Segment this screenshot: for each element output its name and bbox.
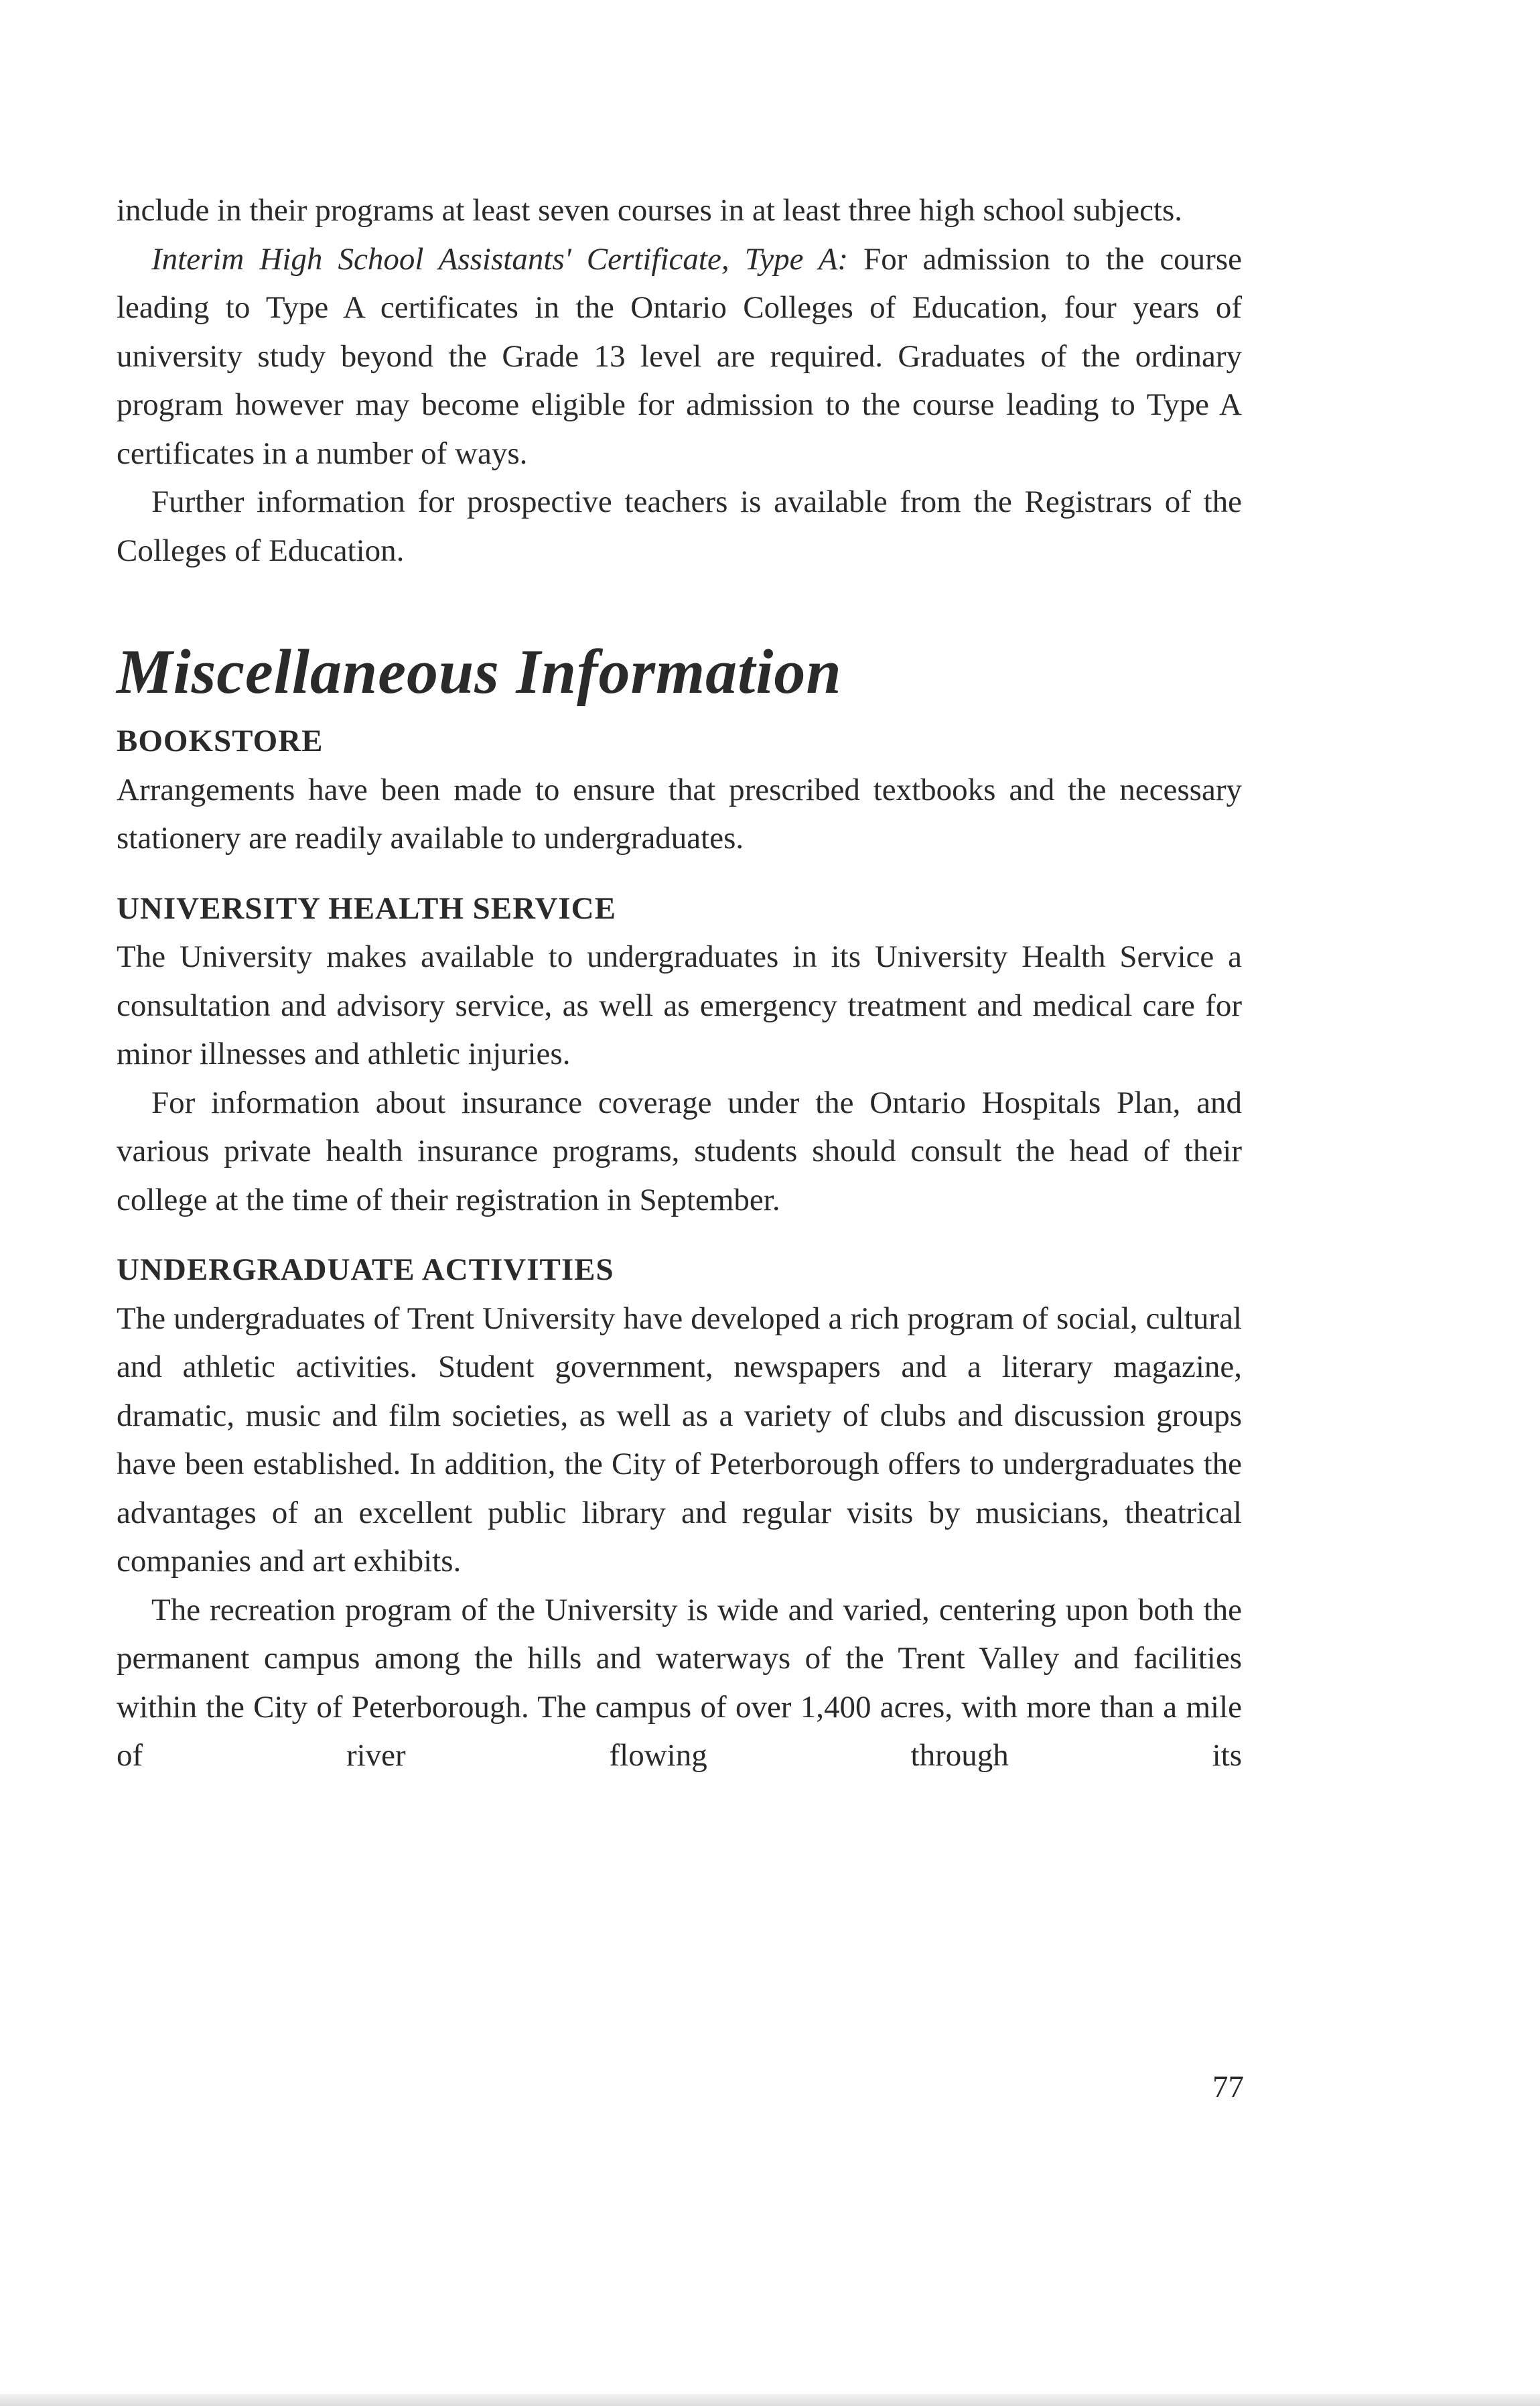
activities-paragraph-1: The undergraduates of Trent University have developed a rich program of social, cultural and athletic activities. Student government, newspapers and a literary magazine, dramatic, music and film societies, as well as a variety of clubs and discussion groups have been established. In addition, the City of Peterborough offers to undergraduates the advantages of an excellent public library and regular visits by musicians, theatrical companies and art exhibits. [117,1300,1242,1579]
page-number: 77 [1212,2070,1244,2104]
section-title: Miscellaneous Information [117,637,842,707]
scan-edge [0,2394,1540,2406]
intro-paragraph-1: include in their programs at least seven courses in at least three high school subjects. [117,193,1183,228]
activities-heading: UNDERGRADUATE ACTIVITIES [117,1252,614,1287]
intro-paragraph-3: Further information for prospective teachers is available from the Registrars of the Colleges of Education. [117,484,1242,568]
bookstore-paragraph: Arrangements have been made to ensure that prescribed textbooks and the necessary stationery are readily available to undergraduates. [117,772,1242,856]
certificate-label: Interim High School Assistants' Certificate, Type A: [151,241,849,277]
health-paragraph-1: The University makes available to undergraduates in its University Health Service a consultation and advisory service, as well as emergency treatment and medical care for minor illnesses and athletic injuries. [117,939,1242,1071]
bookstore-heading: BOOKSTORE [117,724,324,758]
text-column [117,186,1242,1780]
activities-paragraph-2: The recreation program of the University is wide and varied, centering upon both the permanent campus among the hills and waterways of the Trent Valley and facilities within the City of Peterborough. The campus of over 1,400 acres, with more than a mile of river flowing through its [117,1592,1242,1773]
intro-paragraph-2 [117,235,1242,478]
health-heading: UNIVERSITY HEALTH SERVICE [117,890,616,926]
certificate-text: For admission to the course leading to Type A certificates in the Ontario Colleges of Education, four years of university study beyond the Grade 13 level are required. Graduates of the ordinary program however may become eligible for admission to the course leading to Type A certificates in a number of ways. [117,241,1242,471]
health-paragraph-2: For information about insurance coverage under the Ontario Hospitals Plan, and various private health insurance programs, students should consult the head of their college at the time of their registration in September. [117,1085,1242,1217]
